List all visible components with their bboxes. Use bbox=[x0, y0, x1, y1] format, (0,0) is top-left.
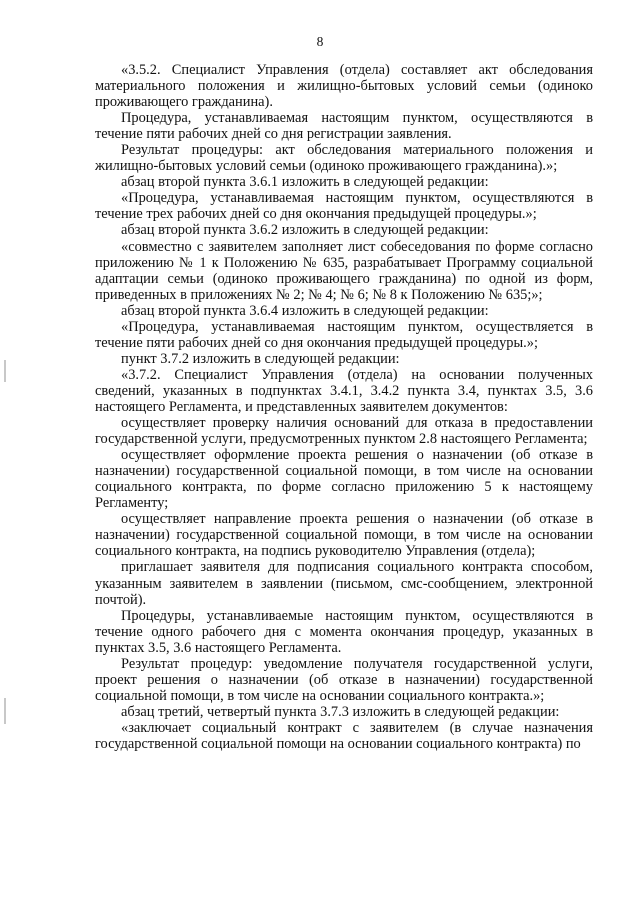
paragraph: «заключает социальный контракт с заявителем (в случае назначения государственной социальной помощи на основании социального контракта) по bbox=[95, 719, 593, 752]
paragraph: пункт 3.7.2 изложить в следующей редакции: bbox=[121, 350, 400, 367]
paragraph: абзац третий, четвертый пункта 3.7.3 изложить в следующей редакции: bbox=[121, 703, 560, 720]
paragraph: «Процедура, устанавливаемая настоящим пунктом, осуществляется в течение пяти рабочих дней со дня окончания предыдущей процедуры.»; bbox=[95, 318, 593, 351]
document-body bbox=[95, 62, 593, 752]
paragraph: Процедура, устанавливаемая настоящим пунктом, осуществляются в течение пяти рабочих дней со дня регистрации заявления. bbox=[95, 110, 593, 143]
paragraph: осуществляет проверку наличия оснований для отказа в предоставлении государственной услуги, предусмотренных пунктом 2.8 настоящего Регламента; bbox=[95, 415, 593, 448]
paragraph: абзац второй пункта 3.6.2 изложить в следующей редакции: bbox=[121, 222, 489, 239]
left-margin-mark bbox=[4, 360, 6, 382]
paragraph: «3.5.2. Специалист Управления (отдела) составляет акт обследования материального положения и жилищно-бытовых условий семьи (одиноко проживающего гражданина). bbox=[95, 62, 593, 111]
paragraph: Процедуры, устанавливаемые настоящим пунктом, осуществляются в течение одного рабочего дня с момента окончания процедур, указанных в пунктах 3.5, 3.6 настоящего Регламента. bbox=[95, 607, 593, 656]
paragraph: «совместно с заявителем заполняет лист собеседования по форме согласно приложению № 1 к Положению № 635, разрабатывает Программу социальной адаптации семьи (одиноко проживающего гражданина) по одной из форм, приведенных в приложениях № 2; № 4; № 6; № 8 к Положению № 635;»; bbox=[95, 238, 593, 303]
paragraph: абзац второй пункта 3.6.1 изложить в следующей редакции: bbox=[121, 174, 489, 191]
paragraph: Результат процедур: уведомление получателя государственной услуги, проект решения о назначении (об отказе в назначении) государственной социальной помощи, в том числе на основании социального контракта.»; bbox=[95, 655, 593, 704]
paragraph: приглашает заявителя для подписания социального контракта способом, указанным заявителем в заявлении (письмом, смс-сообщением, электронной почтой). bbox=[95, 559, 593, 608]
paragraph: осуществляет направление проекта решения о назначении (об отказе в назначении) государственной социальной помощи, в том числе на основании социального контракта, на подпись руководителю Управления (отдела); bbox=[95, 511, 593, 560]
page-number: 8 bbox=[316, 34, 324, 49]
paragraph: абзац второй пункта 3.6.4 изложить в следующей редакции: bbox=[121, 302, 489, 319]
paragraph: Результат процедуры: акт обследования материального положения и жилищно-бытовых условий семьи (одиноко проживающего гражданина).»; bbox=[95, 142, 593, 175]
left-margin-mark bbox=[4, 698, 6, 724]
paragraph: осуществляет оформление проекта решения о назначении (об отказе в назначении) государственной социальной помощи, в том числе на основании социального контракта, по форме согласно приложению 5 к настоящему Регламенту; bbox=[95, 447, 593, 512]
paragraph: «Процедура, устанавливаемая настоящим пунктом, осуществляются в течение трех рабочих дней со дня окончания предыдущей процедуры.»; bbox=[95, 190, 593, 223]
paragraph: «3.7.2. Специалист Управления (отдела) на основании полученных сведений, указанных в подпунктах 3.4.1, 3.4.2 пункта 3.4, пунктах 3.5, 3.6 настоящего Регламента, и представленных заявителем документов: bbox=[95, 366, 593, 415]
